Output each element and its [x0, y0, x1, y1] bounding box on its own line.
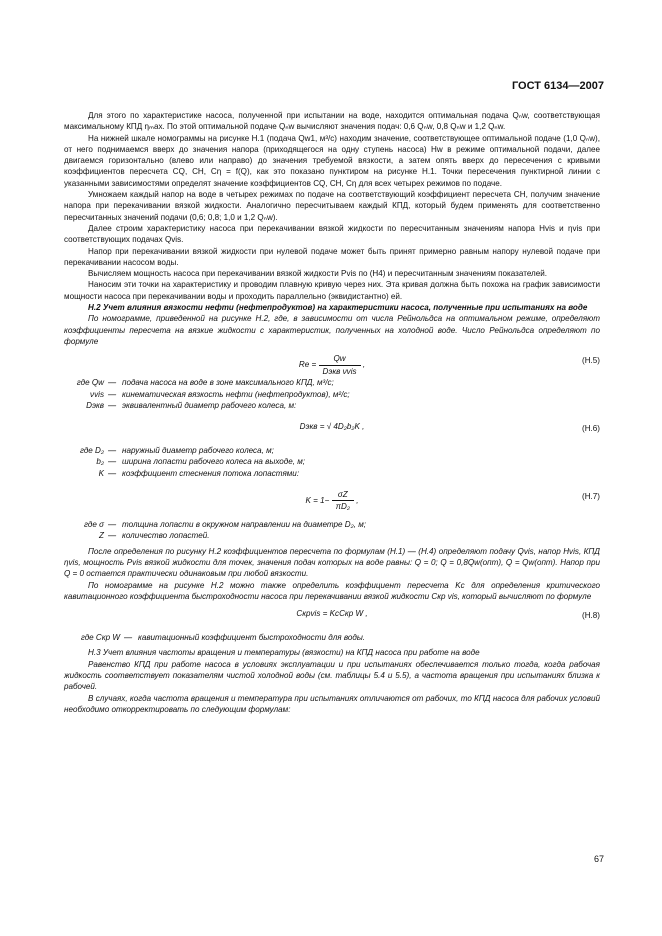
paragraph: Для этого по характеристике насоса, полученной при испытании на воде, находится оптимальная подача Qₙw, соответствующая максимальному КПД ηₘax. По этой оптимальной подаче Qₙw вычисляют значения подач: 0,6 Qₙw, 0,8 Qₙw и 1,2 Qₙw.: [64, 111, 600, 132]
def-symbol: Dэкв: [86, 400, 104, 410]
eq-denominator: Dэкв νvis: [322, 366, 357, 376]
def-symbol: где Cкр W: [80, 633, 120, 643]
def-symbol: где Qw: [76, 378, 104, 388]
def-text: кинематическая вязкость нефти (нефтепродуктов), м²/с;: [122, 389, 350, 399]
definition-row: где Cкр W — кавитационный коэффициент быстроходности для воды.: [64, 632, 600, 643]
eq-tail: ,: [356, 495, 359, 505]
paragraph: Вычисляем мощность насоса при перекачивании вязкой жидкости Pvis по (Н4) и пересчитанным значениям показателей.: [88, 269, 548, 279]
document-header: ГОСТ 6134—2007: [511, 80, 604, 92]
paragraph: На нижней шкале номограммы на рисунке Н.1 (подача Qw1, м³/с) находим значение, соответствующее оптимальной подаче (1,0 Qₙw), от него поднимаемся вверх до значения напора (приходящегося на одну ступень насоса) Hw в режиме оптимальной подачи, далее двигаемся горизонтально (влево или направо) до значения требуемой вязкости, а затем опять вверх до пересечения с кривыми коэффициентов пересчета CQ, CH, Cη = f(Q), как это показано пунктиром на рисунке Н.1. Точки пересечения пунктирной линии с указанными зависимостями определят значение коэффициентов CQ, CH, Cη для всех четырех режимов по подаче.: [64, 133, 600, 188]
section-heading-h2: Н.2 Учет влияния вязкости нефти (нефтепродуктов) на характеристики насоса, полученные при испытаниях на воде: [88, 303, 588, 313]
section-heading-h3: Н.3 Учет влияния частоты вращения и температуры (вязкости) на КПД насоса при работе на воде: [88, 648, 480, 658]
def-text: кавитационный коэффициент быстроходности для воды.: [138, 633, 366, 643]
eq-denominator: πD₂: [335, 502, 350, 512]
definitions-list: [64, 445, 600, 479]
eq-tail: ,: [362, 360, 366, 370]
equation-h5: [64, 347, 600, 375]
def-text: эквивалентный диаметр рабочего колеса, м:: [122, 400, 297, 410]
equation-number: (Н.8): [582, 611, 600, 621]
paragraph: Наносим эти точки на характеристику и проводим плавную кривую через них. Эта кривая должна быть похожа на график зависимости мощности насоса при перекачивании воды и проходить параллельно (эквидистантно) ей.: [64, 280, 600, 301]
def-symbol: νvis: [90, 389, 104, 399]
paragraph: Напор при перекачивании вязкой жидкости при нулевой подаче может быть принят примерно равным напору нулевой подаче при перекачивании насосом воды.: [64, 246, 600, 267]
equation-h7: [64, 483, 600, 517]
eq-lhs: K = 1−: [305, 495, 330, 505]
def-text: наружный диаметр рабочего колеса, м;: [122, 446, 274, 456]
definitions-list: [64, 519, 600, 542]
definition-row: Dэкв — эквивалентный диаметр рабочего колеса, м:: [64, 400, 600, 411]
definition-row: b₂ — ширина лопасти рабочего колеса на выходе, м;: [64, 456, 600, 467]
eq-numerator: Qw: [319, 353, 361, 365]
eq-formula: Dэкв = √ 4D₂b₂K ,: [299, 422, 365, 432]
eq-formula: Cкрvis = KcCкр W ,: [296, 609, 368, 619]
paragraph: Равенство КПД при работе насоса в условиях эксплуатации и при испытаниях обеспечивается только тогда, когда рабочая жидкость соответствует показателям чистой холодной воды (см. таблицы 5.4 и 5.5), а частота вращения при испытаниях близка к рабочей.: [64, 659, 600, 692]
eq-fraction: [332, 489, 354, 513]
equation-h6: [64, 415, 600, 443]
document-body: [64, 110, 600, 715]
paragraph: Умножаем каждый напор на воде в четырех режимах по подаче на соответствующий коэффициент пересчета CH, получим значение напора при перекачивании вязкой жидкости. Аналогично пересчитываем каждый КПД, который будем применять для соответственно пересчитанных значений подачи (0,6; 0,8; 1,0 и 1,2 Qₙw).: [64, 190, 600, 222]
definitions-list: [64, 377, 600, 411]
def-text: толщина лопасти в окружном направлении на диаметре D₂, м;: [122, 520, 366, 530]
equation-number: (Н.5): [582, 356, 600, 366]
definition-row: где Qw — подача насоса на воде в зоне максимального КПД, м³/с;: [64, 377, 600, 388]
def-text: подача насоса на воде в зоне максимального КПД, м³/с;: [122, 378, 334, 388]
def-text: количество лопастей.: [122, 531, 210, 541]
def-symbol: где σ: [83, 520, 104, 530]
definition-row: где D₂ — наружный диаметр рабочего колеса, м;: [64, 445, 600, 456]
equation-number: (Н.6): [582, 424, 600, 434]
definitions-list: [64, 632, 600, 643]
paragraph: По номограмме на рисунке Н.2 можно также определить коэффициент пересчета Kc для определения критического кавитационного коэффициента быстроходности насоса при перекачивании вязкой жидкости Cкр vis, который вычисляют по формуле: [64, 580, 600, 601]
paragraph: После определения по рисунку Н.2 коэффициентов пересчета по формулам (Н.1) — (Н.4) определяют подачу Qvis, напор Hvis, КПД ηvis, мощность Pvis вязкой жидкости для точек, значения подач которых на воде равны: Q = 0; Q = 0,8Qw(опт), Q = Qw(опт). Напор при Q = 0 остается практически одинаковым при любой вязкости.: [64, 546, 600, 579]
definition-row: где σ — толщина лопасти в окружном направлении на диаметре D₂, м;: [64, 519, 600, 530]
def-symbol: K: [98, 468, 104, 478]
definition-row: νvis — кинематическая вязкость нефти (нефтепродуктов), м²/с;: [64, 389, 600, 400]
definition-row: K — коэффициент стеснения потока лопастями:: [64, 468, 600, 479]
paragraph: По номограмме, приведенной на рисунке Н.2, где, в зависимости от числа Рейнольдса на оптимальном режиме, определяют коэффициенты пересчета на вязкие жидкости с характеристик, полученных на холодной воде. Число Рейнольдса определяют по формуле: [64, 314, 600, 346]
def-text: коэффициент стеснения потока лопастями:: [122, 468, 300, 478]
def-symbol: где D₂: [79, 446, 104, 456]
equation-number: (Н.7): [582, 492, 600, 502]
def-text: ширина лопасти рабочего колеса на выходе, м;: [122, 457, 306, 467]
paragraph: Далее строим характеристику насоса при перекачивании вязкой жидкости по пересчитанным значениям напора Hvis и ηvis при соответствующих подачах Qvis.: [64, 223, 600, 245]
eq-fraction: [319, 353, 361, 377]
def-symbol: b₂: [96, 457, 104, 467]
definition-row: Z — количество лопастей.: [64, 530, 600, 541]
def-symbol: Z: [99, 531, 104, 541]
paragraph: В случаях, когда частота вращения и температура при испытаниях отличаются от рабочих, то КПД насоса для рабочих условий необходимо откорректировать по следующим формулам:: [64, 693, 600, 714]
equation-h8: [64, 602, 600, 630]
eq-lhs: Re =: [298, 360, 317, 370]
page-number: 67: [593, 854, 604, 864]
eq-numerator: σZ: [332, 489, 354, 501]
